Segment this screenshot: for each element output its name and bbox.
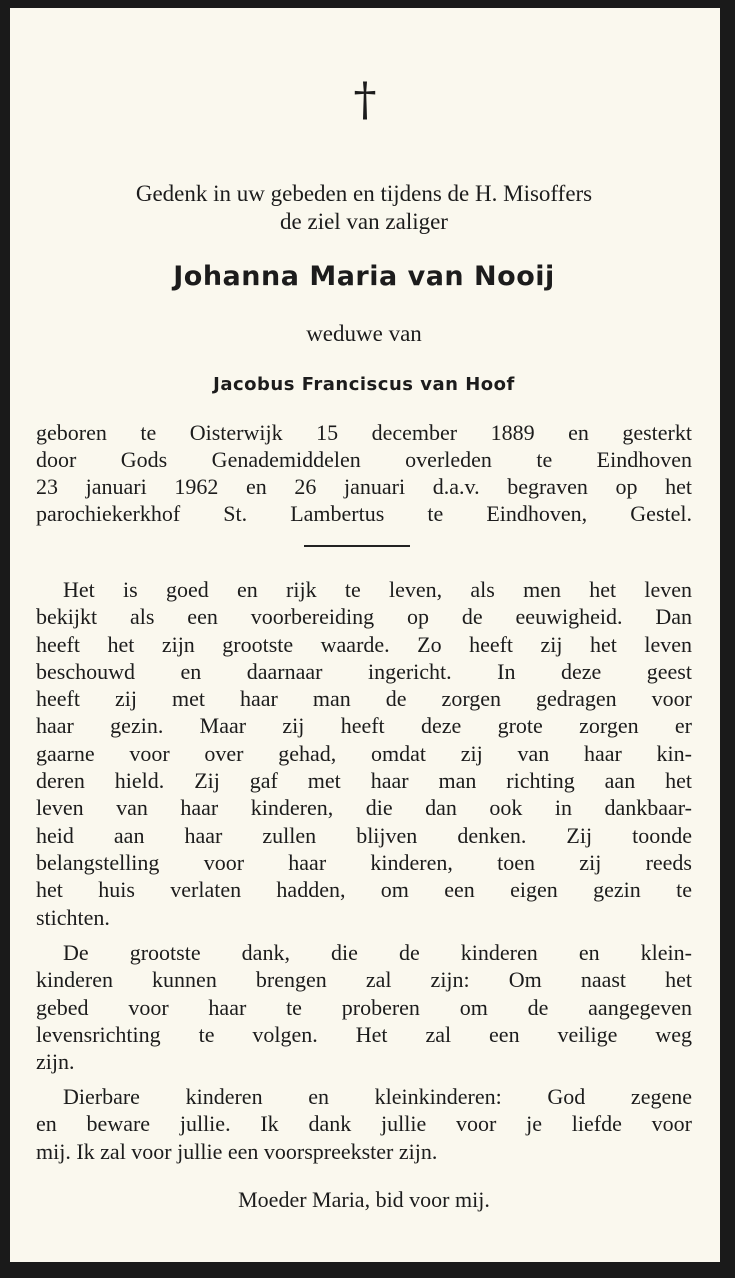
paragraph-reflection [36, 576, 692, 931]
deceased-name: Johanna Maria van Nooij [173, 261, 555, 292]
bio-line: 23 januari 1962 en 26 januari d.a.v. begraven op het [36, 474, 692, 499]
paragraph-line: deren hield. Zij gaf met haar man richting aan het [36, 768, 692, 794]
divider-rule [304, 545, 410, 547]
cross-icon: † [353, 72, 377, 126]
paragraph-line: stichten. [36, 904, 110, 930]
closing-prayer: Moeder Maria, bid voor mij. [238, 1187, 490, 1212]
paragraph-line: en beware jullie. Ik dank jullie voor je liefde voor [36, 1111, 692, 1137]
paragraph-line: bekijkt als een voorbereiding op de eeuwigheid. Dan [36, 604, 692, 630]
paragraph-line: kinderen kunnen brengen zal zijn: Om naast het [36, 967, 692, 993]
intro-line: de ziel van zaliger [280, 209, 448, 234]
paragraph-line: De grootste dank, die de kinderen en klein- [63, 940, 692, 965]
biography-text [36, 419, 692, 527]
bio-line: geboren te Oisterwijk 15 december 1889 en gesterkt [36, 420, 692, 445]
paragraph-line: zijn. [36, 1049, 75, 1075]
husband-name: Jacobus Franciscus van Hoof [213, 374, 515, 395]
paragraph-gratitude [36, 939, 692, 1075]
paragraph-line: gebed voor haar te proberen om de aangegeven [36, 994, 692, 1020]
paragraph-line: beschouwd en daarnaar ingericht. In deze geest [36, 658, 692, 684]
widow-of-label: weduwe van [306, 321, 422, 346]
intro-line: Gedenk in uw gebeden en tijdens de H. Misoffers [135, 181, 593, 206]
intro-text [36, 180, 692, 236]
memorial-card [10, 8, 720, 1262]
paragraph-line: het huis verlaten hadden, om een eigen gezin te [36, 877, 692, 903]
bio-line: parochiekerkhof St. Lambertus te Eindhoven, Gestel. [36, 501, 692, 526]
paragraph-line: heeft zij met haar man de zorgen gedragen voor [36, 686, 692, 712]
paragraph-line: levensrichting te volgen. Het zal een veilige weg [36, 1021, 692, 1047]
paragraph-line: belangstelling voor haar kinderen, toen zij reeds [36, 849, 692, 875]
paragraph-line: leven van haar kinderen, die dan ook in dankbaar- [36, 795, 692, 821]
paragraph-blessing [36, 1083, 692, 1165]
paragraph-line: heeft het zijn grootste waarde. Zo heeft zij het leven [36, 631, 692, 657]
paragraph-line: haar gezin. Maar zij heeft deze grote zorgen er [36, 713, 692, 739]
paragraph-line: mij. Ik zal voor jullie een voorspreekster zijn. [36, 1138, 438, 1164]
bio-line: door Gods Genademiddelen overleden te Eindhoven [36, 447, 692, 472]
paragraph-line: gaarne voor over gehad, omdat zij van haar kin- [36, 740, 692, 766]
paragraph-line: Dierbare kinderen en kleinkinderen: God zegene [63, 1084, 692, 1109]
paragraph-line: Het is goed en rijk te leven, als men het leven [63, 577, 692, 602]
paragraph-line: heid aan haar zullen blijven denken. Zij toonde [36, 822, 692, 848]
